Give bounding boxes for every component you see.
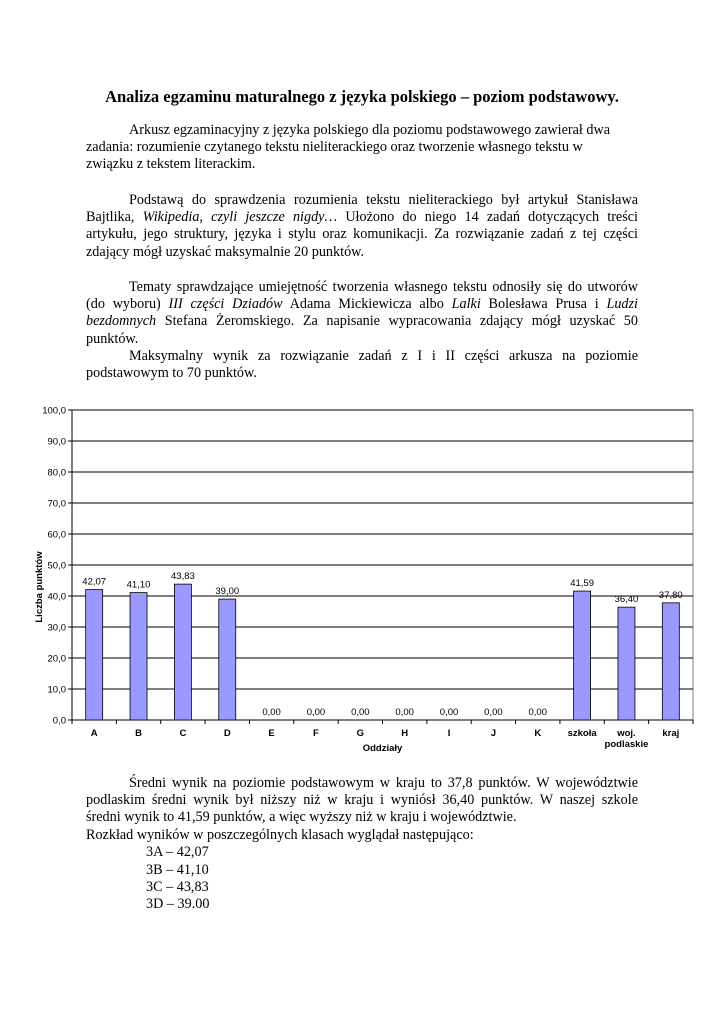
x-tick-label [357,728,364,739]
text-segment: Adama Mickiewicza albo [282,296,452,313]
x-tick-label-line: D [223,728,231,739]
y-axis-title: Liczba punktów [34,551,45,623]
data-label: 0,00 [306,707,326,718]
x-tick-label [605,728,649,750]
data-label: 36,40 [614,594,639,606]
bar [618,607,635,720]
document-title: Analiza egzaminu maturalnego z języka polskiego – poziom podstawowy. [105,87,619,106]
work-title-dziady: III części Dziadów [168,296,283,313]
data-label: 42,07 [82,576,107,588]
y-tick-label: 40,0 [47,591,66,603]
text-line: Maksymalny wynik za rozwiązanie zadań z I i II części arkusza na poziomie [129,348,638,364]
data-label: 0,00 [528,707,547,718]
x-tick-label [662,728,679,739]
y-tick-label: 0,0 [52,715,66,727]
summary-paragraph [86,775,638,844]
work-title-ludzie: Ludzi [606,296,638,313]
x-tick-label-line: B [135,728,142,739]
y-tick-label: 80,0 [47,467,66,479]
max-score-paragraph [86,348,638,382]
x-tick-label [135,728,142,739]
y-tick-label: 20,0 [47,653,66,665]
bar [574,591,591,720]
x-tick-label [313,728,319,739]
x-tick-label-line: J [490,728,497,739]
x-axis-title: Oddziały [362,743,403,754]
text-line: związku z tekstem literackim. [86,156,256,173]
intro-paragraph [86,122,638,174]
data-label: 0,00 [439,707,459,718]
text-segment: Stefana Żeromskiego. Za napisanie wypracowania zdający mógł uzyskać 50 [156,313,638,330]
text-segment: Bajtlika, [86,209,143,226]
results-bar-chart [30,398,700,758]
data-label: 0,00 [395,707,414,718]
text-line: Arkusz egzaminacyjny z języka polskiego dla poziomu podstawowego zawierał dwa [129,122,611,138]
x-tick-label-line: K [534,728,542,739]
x-tick-label-line: H [401,728,409,739]
data-label: 41,10 [126,579,151,591]
x-tick-label-line: C [179,728,187,739]
x-tick-label-line: I [447,728,451,739]
class-result-3a: 3A – 42,07 [146,844,209,860]
text-line: podstawowym to 70 punktów. [86,365,257,382]
x-tick-label [268,728,274,739]
x-tick-label [448,728,451,739]
y-tick-label: 70,0 [47,498,66,510]
bar [86,590,103,720]
text-line [86,296,638,313]
text-line: artykułu, jego struktury, języka i stylu oraz komunikacji. Za rozwiązanie zadań z tej części [86,226,638,243]
class-result-3c: 3C – 43,83 [146,879,209,895]
bar [662,603,679,720]
x-tick-label [224,728,231,739]
bar [174,584,191,720]
x-tick-label [91,728,98,739]
data-label: 43,83 [171,571,195,583]
essay-paragraph [86,279,638,348]
article-title: Wikipedia, czyli jeszcze nigdy… [142,209,338,226]
bar [219,599,236,720]
y-tick-label: 60,0 [47,529,66,541]
x-tick-label-line: podlaskie [604,739,649,750]
data-label: 41,59 [570,578,594,590]
x-tick-label [491,728,496,739]
x-tick-label-line: szkoła [567,728,597,739]
text-line: Rozkład wyników w poszczególnych klasach wyglądał następująco: [86,826,474,843]
work-title-lalka: Lalki [451,296,481,313]
text-line: punktów. [86,330,139,347]
text-line: zdający mógł uzyskać maksymalnie 20 punktów. [86,243,365,260]
y-tick-label: 100,0 [42,405,66,417]
x-tick-label-line: woj. [617,728,636,739]
x-tick-label-line: F [313,728,319,739]
class-result-3d: 3D – 39.00 [146,896,210,912]
data-label: 37,80 [658,589,683,601]
x-tick-label-line: kraj [662,728,680,739]
work-title-bezdomni: bezdomnych [86,313,157,330]
x-tick-label-line: E [268,728,275,739]
y-tick-label: 90,0 [47,436,66,448]
x-tick-label [568,728,598,739]
text-line [86,209,638,226]
text-segment: Ułożono do niego 14 zadań dotyczących treści [337,209,638,226]
text-line: podlaskim średni wynik był niższy niż w kraju i wyniósł 36,40 punktów. W naszej szkole [86,792,638,809]
y-tick-label: 30,0 [47,622,66,634]
y-tick-label: 10,0 [47,684,66,696]
x-tick-label [534,728,541,739]
class-result-3b: 3B – 41,10 [146,862,209,878]
data-label: 39,00 [215,586,240,598]
text-line [86,313,638,330]
text-line: Średni wynik na poziomie podstawowym w kraju to 37,8 punktów. W województwie [129,775,638,791]
x-tick-label [401,728,408,739]
data-label: 0,00 [484,707,503,718]
text-line: Podstawą do sprawdzenia rozumienia tekstu nieliterackiego był artykuł Stanisława [129,192,638,208]
x-tick-label-line: A [90,728,98,739]
data-label: 0,00 [262,707,281,718]
x-tick-label [179,728,186,739]
text-line: zadania: rozumienie czytanego tekstu nieliterackiego oraz tworzenie własnego tekstu w [86,139,583,156]
text-segment: Bolesława Prusa i [480,296,607,313]
text-line: Tematy sprawdzające umiejętność tworzenia własnego tekstu odnosiły się do utworów [129,279,638,295]
bar [130,593,147,720]
x-tick-label-line: G [356,728,365,739]
text-line: średni wynik to 41,59 punktów, a więc wyższy niż w kraju i województwie. [86,809,517,826]
nonliterary-paragraph [86,192,638,261]
data-label: 0,00 [351,707,370,718]
text-segment: (do wyboru) [86,296,169,313]
y-tick-label: 50,0 [47,560,66,572]
